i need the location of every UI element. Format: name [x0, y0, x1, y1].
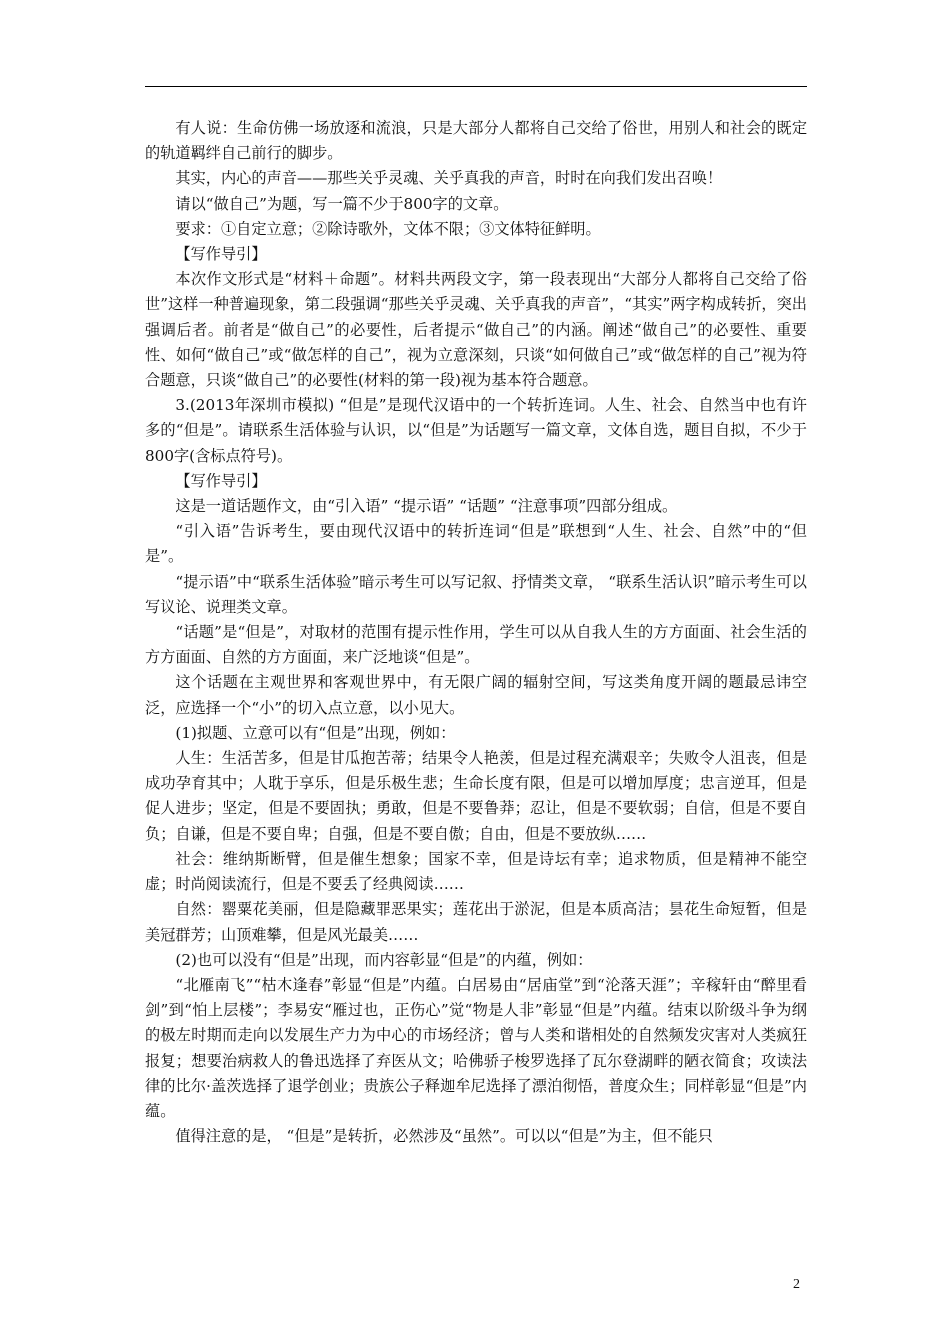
paragraph: 这个话题在主观世界和客观世界中，有无限广阔的辐射空间，写这类角度开阔的题最忌讳空泛，应选择一个“小”的切入点立意，以小见大。	[145, 673, 807, 717]
paragraph: 这是一道话题作文，由“引入语” “提示语” “话题” “注意事项”四部分组成。	[175, 497, 678, 516]
header-rule	[145, 86, 807, 87]
paragraph: “提示语”中“联系生活体验”暗示考生可以写记叙、抒情类文章， “联系生活认识”暗示考生可以写议论、说理类文章。	[145, 572, 807, 616]
paragraph: “北雁南飞”“枯木逢春”彰显“但是”内蕴。白居易由“居庙堂”到“沦落天涯”；辛稼轩由“醉里看剑”到“怕上层楼”；李易安“雁过也，正伤心”觉“物是人非”彰显“但是”内蕴。结束以阶级斗争为纲的极左时期而走向以发展生产力为中心的市场经济；曾与人类和谐相处的自然频发灾害对人类疯狂报复；想要治病救人的鲁迅选择了弃医从文；哈佛骄子梭罗选择了瓦尔登湖畔的陋衣简食；攻读法律的比尔·盖茨选择了退学创业；贵族公子释迦牟尼选择了漂泊彻悟，普度众生；同样彰显“但是”内蕴。	[145, 975, 807, 1120]
section-heading: 【写作导引】	[175, 471, 267, 490]
page-number: 2	[793, 1277, 800, 1292]
paragraph: 其实，内心的声音——那些关乎灵魂、关乎真我的声音，时时在向我们发出召唤！	[175, 169, 723, 188]
paragraph: 3.(2013年深圳市模拟) “但是”是现代汉语中的一个转折连词。人生、社会、自然当中也有许多的“但是”。请联系生活体验与认识，以“但是”为话题写一篇文章，文体自选，题目自拟，不少于800字(含标点符号)。	[145, 396, 807, 465]
paragraph: 社会：维纳斯断臂，但是催生想象；国家不幸，但是诗坛有幸；追求物质，但是精神不能空虚；时尚阅读流行，但是不要丢了经典阅读……	[145, 849, 807, 894]
paragraph: 有人说：生命仿佛一场放逐和流浪，只是大部分人都将自己交给了俗世，用别人和社会的既定的轨道羁绊自己前行的脚步。	[145, 119, 807, 163]
paragraph: 值得注意的是， “但是”是转折，必然涉及“虽然”。可以以“但是”为主，但不能只	[175, 1127, 713, 1146]
paragraph: (2)也可以没有“但是”出现，而内容彰显“但是”的内蕴，例如：	[175, 950, 593, 969]
paragraph: 人生：生活苦多，但是甘瓜抱苦蒂；结果令人艳羡，但是过程充满艰辛；失败令人沮丧，但是成功孕育其中；人耽于享乐，但是乐极生悲；生命长度有限，但是可以增加厚度；忠言逆耳，但是促人进步；坚定，但是不要固执；勇敢，但是不要鲁莽；忍让，但是不要软弱；自信，但是不要自负；自谦，但是不要自卑；自强，但是不要自傲；自由，但是不要放纵……	[145, 749, 807, 843]
paragraph: (1)拟题、立意可以有“但是”出现，例如：	[175, 723, 456, 742]
paragraph: 自然：罂粟花美丽，但是隐藏罪恶果实；莲花出于淤泥，但是本质高洁；昙花生命短暂，但是美冠群芳；山顶难攀，但是风光最美……	[145, 900, 807, 944]
paragraph: 本次作文形式是“材料＋命题”。材料共两段文字，第一段表现出“大部分人都将自己交给了俗世”这样一种普遍现象，第二段强调“那些关乎灵魂、关乎真我的声音”，“其实”两字构成转折，突出强调后者。前者是“做自己”的必要性，后者提示“做自己”的内涵。阐述“做自己”的必要性、重要性、如何“做自己”或“做怎样的自己”，视为立意深刻，只谈“如何做自己”或“做怎样的自己”视为符合题意，只谈“做自己”的必要性(材料的第一段)视为基本符合题意。	[145, 270, 807, 390]
paragraph: “引入语”告诉考生，要由现代汉语中的转折连词“但是”联想到“人生、社会、自然”中的“但是”。	[145, 522, 807, 566]
section-heading: 【写作导引】	[175, 245, 267, 264]
paragraph: 要求：①自定立意；②除诗歌外，文体不限；③文体特征鲜明。	[175, 219, 601, 238]
paragraph: “话题”是“但是”，对取材的范围有提示性作用，学生可以从自我人生的方方面面、社会生活的方方面面、自然的方方面面，来广泛地谈“但是”。	[145, 623, 807, 667]
paragraph: 请以“做自己”为题，写一篇不少于800字的文章。	[175, 194, 509, 213]
body-text	[145, 116, 807, 1149]
